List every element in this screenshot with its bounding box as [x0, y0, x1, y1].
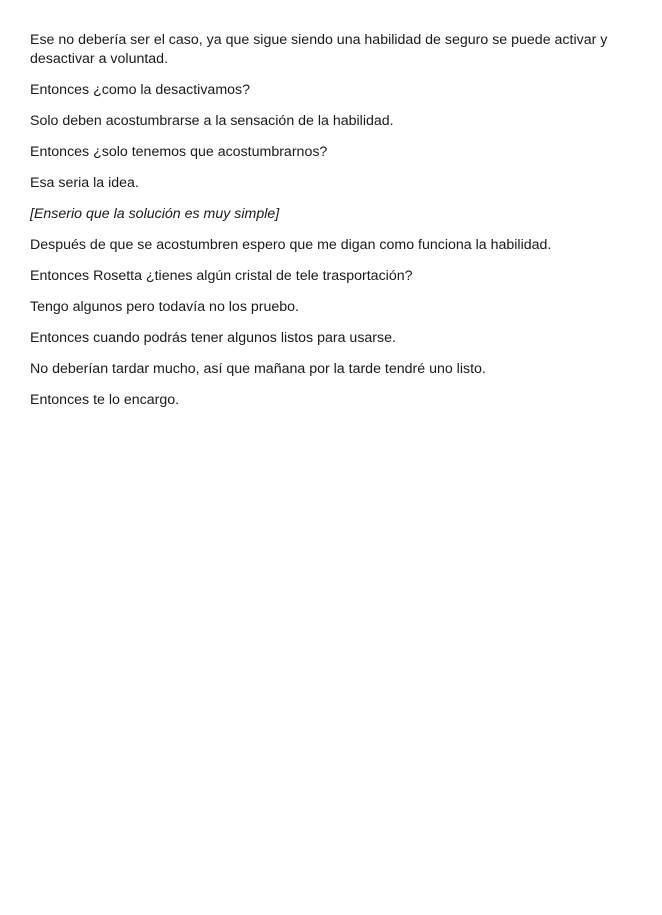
paragraph-1: Ese no debería ser el caso, ya que sigue siendo una habilidad de seguro se puede activar y desactivar a voluntad.	[30, 32, 608, 67]
paragraph-10: Entonces cuando podrás tener algunos listos para usarse.	[30, 330, 396, 346]
paragraph-5: Esa seria la idea.	[30, 175, 139, 191]
paragraph-2: Entonces ¿como la desactivamos?	[30, 82, 251, 98]
paragraph-4: Entonces ¿solo tenemos que acostumbrarnos?	[30, 144, 328, 160]
paragraph-9: Tengo algunos pero todavía no los pruebo.	[30, 299, 299, 315]
paragraph-6-thought: [Enserio que la solución es muy simple]	[30, 206, 280, 222]
document-body	[30, 31, 626, 422]
paragraph-11: No deberían tardar mucho, así que mañana por la tarde tendré uno listo.	[30, 361, 486, 377]
paragraph-3: Solo deben acostumbrarse a la sensación de la habilidad.	[30, 113, 394, 129]
paragraph-7: Después de que se acostumbren espero que me digan como funciona la habilidad.	[30, 237, 552, 253]
paragraph-12: Entonces te lo encargo.	[30, 392, 180, 408]
paragraph-8: Entonces Rosetta ¿tienes algún cristal de tele trasportación?	[30, 268, 413, 284]
